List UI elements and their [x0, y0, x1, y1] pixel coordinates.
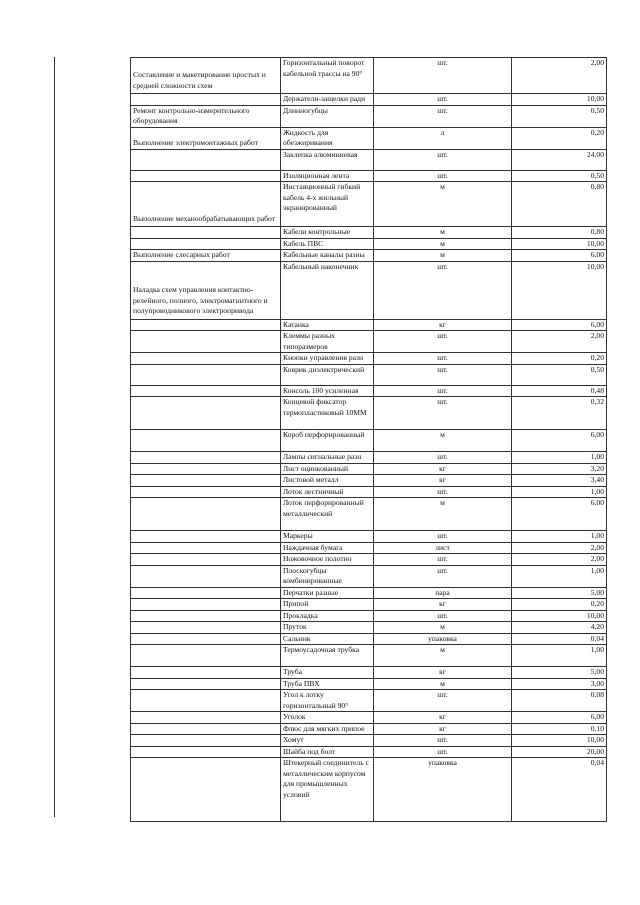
work-cell [131, 735, 281, 747]
unit-cell: шт. [374, 397, 512, 430]
table-row [131, 542, 607, 554]
quantity-cell: 2,00 [512, 58, 607, 94]
table-row [131, 105, 607, 127]
table-row [131, 452, 607, 464]
material-cell: Термоусадочная трубка [281, 645, 374, 667]
quantity-cell: 2,00 [512, 542, 607, 554]
quantity-cell: 0,80 [512, 182, 607, 227]
material-cell: Клеммы разных типоразмеров [281, 331, 374, 353]
work-cell [131, 319, 281, 331]
unit-cell: кг [374, 667, 512, 679]
work-cell [131, 353, 281, 365]
quantity-cell: 10,00 [512, 94, 607, 106]
work-cell [131, 486, 281, 498]
table-row [131, 364, 607, 385]
quantity-cell: 5,00 [512, 667, 607, 679]
table-row [131, 463, 607, 475]
table-row [131, 735, 607, 747]
unit-cell: м [374, 250, 512, 262]
work-cell [131, 758, 281, 822]
unit-cell: м [374, 645, 512, 667]
table-row [131, 385, 607, 397]
material-cell: Кабель ПВС [281, 238, 374, 250]
work-cell [131, 723, 281, 735]
table-row [131, 486, 607, 498]
quantity-cell: 0,50 [512, 364, 607, 385]
unit-cell: м [374, 622, 512, 634]
quantity-cell: 3,00 [512, 678, 607, 690]
table-row [131, 610, 607, 622]
unit-cell: шт. [374, 58, 512, 94]
unit-cell: упаковка [374, 633, 512, 645]
material-cell: Концевой фиксатор термопластиковый 10ММ [281, 397, 374, 430]
material-cell: Угол к лотку горизонтальный 90° [281, 690, 374, 712]
material-cell: Коврик диэлектрический [281, 364, 374, 385]
work-cell [131, 599, 281, 611]
material-cell: Лист оцинкованный [281, 463, 374, 475]
quantity-cell: 0,80 [512, 227, 607, 239]
work-cell [131, 463, 281, 475]
material-cell: Лоток перфорированный металлический [281, 498, 374, 531]
quantity-cell: 6,00 [512, 250, 607, 262]
table-row [131, 723, 607, 735]
material-cell: Короб перфорированный [281, 430, 374, 452]
unit-cell: л [374, 127, 512, 149]
unit-cell: кг [374, 319, 512, 331]
quantity-cell: 10,00 [512, 735, 607, 747]
unit-cell: шт. [374, 94, 512, 106]
work-cell [131, 610, 281, 622]
unit-cell: шт. [374, 452, 512, 464]
work-cell [131, 331, 281, 353]
quantity-cell: 1,00 [512, 645, 607, 667]
material-cell: Горизонтальный поворот кабельной трассы на 90° [281, 58, 374, 94]
unit-cell: шт. [374, 486, 512, 498]
material-cell: Кнопки управления разн [281, 353, 374, 365]
unit-cell: шт. [374, 170, 512, 182]
table-row [131, 319, 607, 331]
work-cell [131, 238, 281, 250]
unit-cell: м [374, 227, 512, 239]
material-cell: Уголок [281, 712, 374, 724]
material-cell: Маркеры [281, 531, 374, 543]
table-row [131, 353, 607, 365]
table-row [131, 475, 607, 487]
material-cell: Прокладка [281, 610, 374, 622]
work-cell [131, 542, 281, 554]
unit-cell: лист [374, 542, 512, 554]
unit-cell: кг [374, 463, 512, 475]
quantity-cell: 0,20 [512, 127, 607, 149]
quantity-cell: 10,00 [512, 261, 607, 319]
unit-cell: кг [374, 712, 512, 724]
material-cell: Труба ПВХ [281, 678, 374, 690]
table-row [131, 261, 607, 319]
unit-cell: кг [374, 599, 512, 611]
material-cell: Лоток лестничный [281, 486, 374, 498]
unit-cell: шт. [374, 149, 512, 170]
material-cell: Листовой металл [281, 475, 374, 487]
quantity-cell: 4,20 [512, 622, 607, 634]
table-row [131, 678, 607, 690]
table-row [131, 227, 607, 239]
quantity-cell: 10,00 [512, 238, 607, 250]
unit-cell: м [374, 430, 512, 452]
material-cell: Консоль 100 усиленная [281, 385, 374, 397]
quantity-cell: 3,40 [512, 475, 607, 487]
table-row [131, 565, 607, 587]
work-cell: Наладка схем управления контактно-релейного, полного, электромагнитного и полупроводникового электропривода [131, 261, 281, 319]
quantity-cell: 0,20 [512, 599, 607, 611]
unit-cell: шт. [374, 565, 512, 587]
table-row [131, 127, 607, 149]
unit-cell: шт. [374, 735, 512, 747]
quantity-cell: 0,04 [512, 633, 607, 645]
work-cell [131, 397, 281, 430]
unit-cell: м [374, 678, 512, 690]
table-row [131, 331, 607, 353]
table-row [131, 182, 607, 227]
table-row [131, 587, 607, 599]
table-row [131, 758, 607, 822]
unit-cell: м [374, 498, 512, 531]
material-cell: Перчатки разные [281, 587, 374, 599]
material-cell: Держатели-защелки ради [281, 94, 374, 106]
material-cell: Флюс для мягких припое [281, 723, 374, 735]
table-row [131, 712, 607, 724]
material-cell: Штекерный соединитель с металлическим корпусом для промышленных условий [281, 758, 374, 822]
table-row [131, 170, 607, 182]
material-cell: Кабели контрольные [281, 227, 374, 239]
table-row [131, 554, 607, 566]
work-cell [131, 452, 281, 464]
quantity-cell: 1,00 [512, 452, 607, 464]
work-cell [131, 227, 281, 239]
unit-cell: шт. [374, 531, 512, 543]
work-cell [131, 633, 281, 645]
quantity-cell: 20,00 [512, 746, 607, 758]
quantity-cell: 0,50 [512, 105, 607, 127]
work-cell [131, 498, 281, 531]
quantity-cell: 2,00 [512, 554, 607, 566]
work-cell [131, 364, 281, 385]
quantity-cell: 0,50 [512, 170, 607, 182]
work-cell [131, 385, 281, 397]
table-row [131, 58, 607, 94]
unit-cell: шт. [374, 331, 512, 353]
quantity-cell: 0,48 [512, 385, 607, 397]
quantity-cell: 2,00 [512, 331, 607, 353]
material-cell: Наждачная бумага [281, 542, 374, 554]
unit-cell: шт. [374, 353, 512, 365]
quantity-cell: 0,04 [512, 758, 607, 822]
material-cell: Лампы сигнальные разн [281, 452, 374, 464]
material-cell: Пруток [281, 622, 374, 634]
quantity-cell: 0,10 [512, 723, 607, 735]
material-cell: Кабельный наконечник [281, 261, 374, 319]
work-cell [131, 645, 281, 667]
material-cell: Плоскогубцы комбинированные [281, 565, 374, 587]
work-cell [131, 667, 281, 679]
table-row [131, 645, 607, 667]
table-row [131, 397, 607, 430]
material-cell: Длинногубцы [281, 105, 374, 127]
table-row [131, 498, 607, 531]
work-cell: Выполнение электромонтажных работ [131, 127, 281, 149]
unit-cell: шт. [374, 554, 512, 566]
work-cell: Составление и макетирование простых и средней сложности схем [131, 58, 281, 94]
material-cell: Припой [281, 599, 374, 611]
table-row [131, 94, 607, 106]
unit-cell: м [374, 182, 512, 227]
work-cell: Выполнение слесарных работ [131, 250, 281, 262]
work-cell [131, 622, 281, 634]
unit-cell: шт. [374, 261, 512, 319]
table-row [131, 238, 607, 250]
material-cell: Труба [281, 667, 374, 679]
table-row [131, 633, 607, 645]
work-cell [131, 170, 281, 182]
material-cell: Жидкость для обезжиривания [281, 127, 374, 149]
work-cell [131, 712, 281, 724]
work-cell [131, 678, 281, 690]
work-cell [131, 565, 281, 587]
material-cell: Инстаяционный гибкий кабель 4-х жильный экранированный [281, 182, 374, 227]
unit-cell: кг [374, 475, 512, 487]
work-cell [131, 475, 281, 487]
table-row [131, 250, 607, 262]
unit-cell: шт. [374, 364, 512, 385]
work-cell [131, 94, 281, 106]
work-cell [131, 587, 281, 599]
work-cell [131, 531, 281, 543]
table-row [131, 746, 607, 758]
material-cell: Изоляционная лента [281, 170, 374, 182]
work-cell [131, 430, 281, 452]
work-cell: Ремонт контрольно-измерительного оборудования [131, 105, 281, 127]
quantity-cell: 24,00 [512, 149, 607, 170]
table-row [131, 599, 607, 611]
quantity-cell: 0,08 [512, 690, 607, 712]
material-cell: Ножовочное полотно [281, 554, 374, 566]
material-cell: Кабельные каналы разны [281, 250, 374, 262]
unit-cell: пара [374, 587, 512, 599]
material-cell: Заклепка алюминиевая [281, 149, 374, 170]
unit-cell: кг [374, 723, 512, 735]
unit-cell: шт. [374, 610, 512, 622]
table-row [131, 667, 607, 679]
material-cell: Хомут [281, 735, 374, 747]
table-row [131, 622, 607, 634]
work-cell: Выполнение механообрабатывающих работ [131, 182, 281, 227]
quantity-cell: 10,00 [512, 610, 607, 622]
material-cell: Сальник [281, 633, 374, 645]
table-row [131, 149, 607, 170]
materials-table [130, 57, 607, 822]
unit-cell: м [374, 238, 512, 250]
table-row [131, 690, 607, 712]
quantity-cell: 0,20 [512, 353, 607, 365]
left-border-line [54, 57, 55, 817]
quantity-cell: 1,00 [512, 565, 607, 587]
table-row [131, 531, 607, 543]
work-cell [131, 690, 281, 712]
quantity-cell: 6,00 [512, 498, 607, 531]
unit-cell: шт. [374, 385, 512, 397]
table-row [131, 430, 607, 452]
quantity-cell: 6,00 [512, 712, 607, 724]
quantity-cell: 0,32 [512, 397, 607, 430]
quantity-cell: 1,00 [512, 486, 607, 498]
unit-cell: упаковка [374, 758, 512, 822]
work-cell [131, 149, 281, 170]
unit-cell: шт. [374, 690, 512, 712]
unit-cell: шт. [374, 746, 512, 758]
quantity-cell: 6,00 [512, 319, 607, 331]
material-cell: Катанка [281, 319, 374, 331]
material-cell: Шайба под болт [281, 746, 374, 758]
quantity-cell: 3,20 [512, 463, 607, 475]
quantity-cell: 6,00 [512, 430, 607, 452]
work-cell [131, 746, 281, 758]
quantity-cell: 5,00 [512, 587, 607, 599]
unit-cell: шт. [374, 105, 512, 127]
quantity-cell: 1,00 [512, 531, 607, 543]
work-cell [131, 554, 281, 566]
